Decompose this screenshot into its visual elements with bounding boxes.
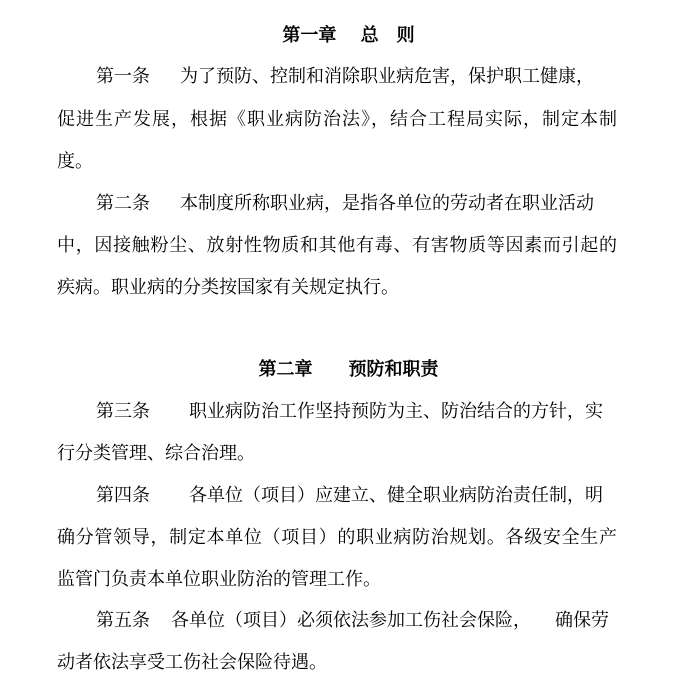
article-3-line-1	[96, 401, 616, 423]
article-1-text-1: 为了预防、控制和消除职业病危害，保护职工健康，	[180, 66, 594, 87]
article-1-line-2: 促进生产发展，根据《职业病防治法》，结合工程局实际，制定本制	[57, 109, 617, 130]
article-3-text-1: 职业病防治工作坚持预防为主、防治结合的方针，实	[189, 401, 603, 422]
article-3-line-2: 行分类管理、综合治理。	[57, 443, 255, 464]
article-5-text-1b: 确保劳	[555, 610, 609, 631]
article-5-label: 第五条	[96, 610, 150, 631]
article-4-line-3: 监管门负责本单位职业防治的管理工作。	[57, 569, 381, 590]
article-1-label: 第一条	[96, 66, 150, 87]
article-4-line-1	[96, 485, 616, 507]
article-2-line-3: 疾病。职业病的分类按国家有关规定执行。	[57, 277, 399, 298]
chapter-1-title: 第一章 总 则	[282, 25, 415, 46]
article-5-text-1a: 各单位（项目）必须依法参加工伤社会保险，	[171, 610, 531, 631]
article-2-line-2: 中，因接触粉尘、放射性物质和其他有毒、有害物质等因素而引起的	[57, 235, 617, 256]
article-4-text-1: 各单位（项目）应建立、健全职业病防治责任制，明	[189, 485, 603, 506]
article-1-line-3: 度。	[57, 151, 93, 172]
article-5-line-2: 动者依法享受工伤社会保险待遇。	[57, 652, 327, 673]
article-2-text-1: 本制度所称职业病，是指各单位的劳动者在职业活动	[180, 193, 594, 214]
chapter-2-title: 第二章 预防和职责	[258, 359, 439, 380]
article-2-label: 第二条	[96, 193, 150, 214]
article-4-label: 第四条	[96, 485, 150, 506]
article-5-line-1	[96, 610, 616, 632]
article-4-line-2: 确分管领导，制定本单位（项目）的职业病防治规划。各级安全生产	[57, 527, 617, 548]
article-3-label: 第三条	[96, 401, 150, 422]
article-2-line-1	[96, 193, 616, 215]
article-1-line-1	[96, 66, 616, 88]
